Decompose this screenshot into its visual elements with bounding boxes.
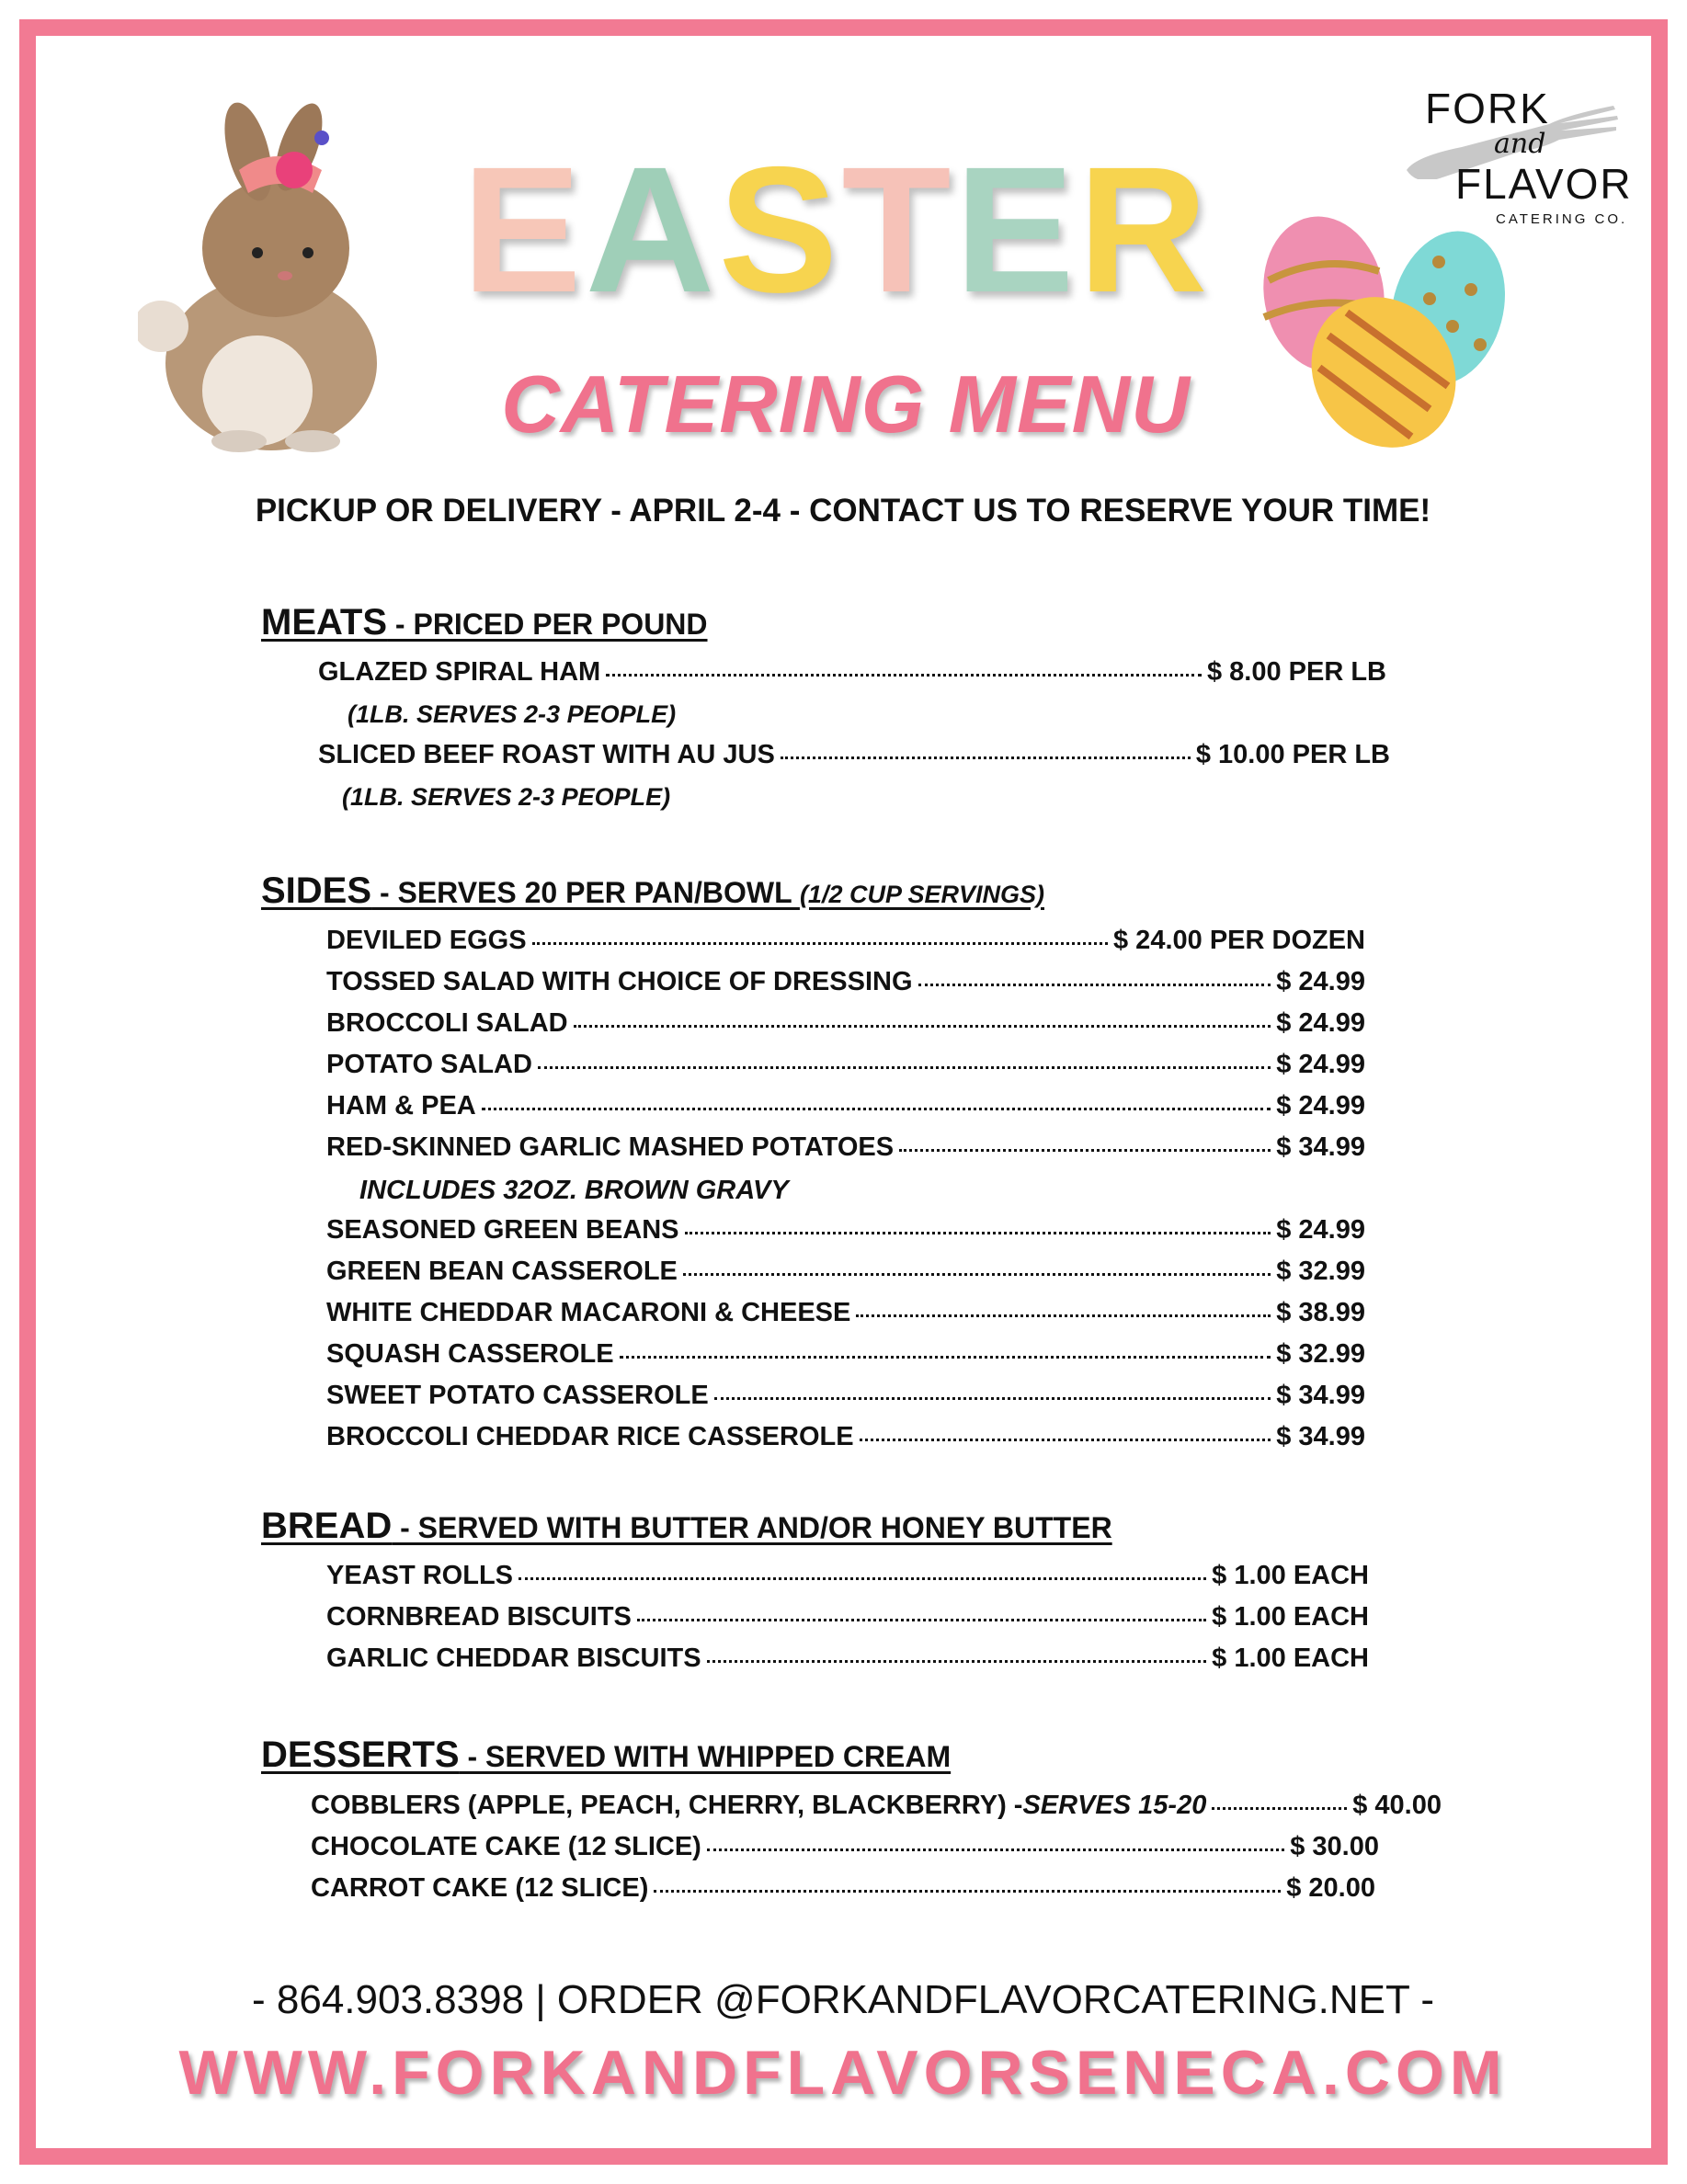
item-name: GARLIC CHEDDAR BISCUITS	[326, 1644, 701, 1673]
menu-item	[326, 1050, 1365, 1080]
item-price: $ 32.99	[1276, 1257, 1365, 1286]
meats-subtitle: - PRICED PER POUND	[387, 608, 708, 641]
item-note: (1LB. SERVES 2-3 PEOPLE)	[342, 783, 671, 811]
item-price: $ 24.99	[1276, 1050, 1365, 1079]
item-name: SWEET POTATO CASSEROLE	[326, 1381, 709, 1410]
item-note: (1LB. SERVES 2-3 PEOPLE)	[348, 700, 677, 728]
menu-item	[326, 1561, 1369, 1591]
item-price: $ 20.00	[1286, 1873, 1375, 1903]
catering-menu-subtitle: CATERING MENU	[501, 358, 1191, 449]
bread-header	[261, 1506, 1112, 1547]
logo-catering-co: CATERING CO.	[1496, 211, 1628, 227]
logo-flavor: FLAVOR	[1455, 160, 1633, 208]
item-name: DEVILED EGGS	[326, 926, 527, 955]
bread-subtitle: - SERVED WITH BUTTER AND/OR HONEY BUTTER	[392, 1511, 1112, 1544]
menu-item	[326, 1298, 1365, 1328]
meats-title: MEATS	[261, 602, 388, 643]
easter-title	[432, 130, 1241, 330]
bread-title: BREAD	[261, 1506, 393, 1546]
website-link[interactable]: WWW.FORKANDFLAVORSENECA.COM	[178, 2038, 1508, 2108]
item-name: SLICED BEEF ROAST WITH AU JUS	[318, 740, 775, 769]
item-price: $ 40.00	[1352, 1791, 1442, 1820]
item-name: GREEN BEAN CASSEROLE	[326, 1257, 678, 1286]
item-price: $ 34.99	[1276, 1132, 1365, 1162]
item-name: GLAZED SPIRAL HAM	[318, 657, 601, 687]
menu-item	[326, 926, 1365, 956]
item-serves: SERVES 15-20	[1022, 1791, 1207, 1820]
item-name: SQUASH CASSEROLE	[326, 1339, 614, 1369]
item-price: $ 38.99	[1276, 1298, 1365, 1327]
title-letter: S	[718, 130, 842, 330]
sides-title: SIDES	[261, 870, 372, 911]
menu-item	[326, 1091, 1365, 1121]
item-price: $ 10.00 PER LB	[1195, 740, 1390, 769]
desserts-subtitle: - SERVED WITH WHIPPED CREAM	[459, 1740, 952, 1773]
menu-item	[311, 1832, 1379, 1862]
item-price: $ 34.99	[1276, 1381, 1365, 1410]
item-name: WHITE CHEDDAR MACARONI & CHEESE	[326, 1298, 851, 1327]
meats-header	[261, 602, 708, 643]
menu-item	[326, 1008, 1365, 1039]
item-name: CORNBREAD BISCUITS	[326, 1602, 632, 1632]
item-price: $ 24.99	[1276, 1008, 1365, 1038]
menu-item	[326, 1422, 1365, 1452]
menu-item	[326, 1339, 1365, 1370]
item-price: $ 24.99	[1276, 967, 1365, 996]
item-price: $ 30.00	[1290, 1832, 1379, 1861]
easter-eggs-illustration	[1255, 198, 1517, 455]
item-name: BROCCOLI CHEDDAR RICE CASSEROLE	[326, 1422, 854, 1451]
item-price: $ 1.00 EACH	[1212, 1644, 1369, 1673]
title-letter: R	[1077, 130, 1212, 330]
item-name: COBBLERS (APPLE, PEACH, CHERRY, BLACKBERRY) -	[311, 1791, 1023, 1820]
tagline: PICKUP OR DELIVERY - APRIL 2-4 - CONTACT US TO RESERVE YOUR TIME!	[255, 493, 1431, 529]
sides-subtitle-italic: (1/2 CUP SERVINGS)	[799, 881, 1044, 908]
desserts-header	[261, 1735, 951, 1776]
menu-item	[318, 740, 1390, 770]
sides-subtitle: - SERVES 20 PER PAN/BOWL	[371, 876, 800, 909]
logo-and: and	[1494, 128, 1546, 160]
contact-line: - 864.903.8398 | ORDER @FORKANDFLAVORCATERING.NET -	[252, 1977, 1434, 2022]
item-name: YEAST ROLLS	[326, 1561, 514, 1590]
item-name: RED-SKINNED GARLIC MASHED POTATOES	[326, 1132, 895, 1162]
item-price: $ 24.00 PER DOZEN	[1113, 926, 1365, 955]
title-letter: E	[462, 130, 586, 330]
menu-item	[326, 1602, 1369, 1632]
menu-item	[326, 967, 1365, 997]
item-price: $ 32.99	[1276, 1339, 1365, 1369]
item-name: HAM & PEA	[326, 1091, 476, 1120]
item-name: CARROT CAKE (12 SLICE)	[311, 1873, 649, 1903]
item-price: $ 24.99	[1276, 1215, 1365, 1245]
menu-item	[318, 657, 1386, 688]
menu-item	[326, 1257, 1365, 1287]
menu-item	[311, 1873, 1375, 1904]
menu-item	[326, 1644, 1369, 1674]
item-price: $ 24.99	[1276, 1091, 1365, 1120]
menu-item	[326, 1381, 1365, 1411]
item-price: $ 8.00 PER LB	[1206, 657, 1386, 687]
item-note: INCLUDES 32OZ. BROWN GRAVY	[359, 1176, 789, 1205]
item-name: TOSSED SALAD WITH CHOICE OF DRESSING	[326, 967, 913, 996]
fork-and-flavor-logo	[1402, 85, 1633, 234]
item-name: SEASONED GREEN BEANS	[326, 1215, 679, 1245]
menu-item	[311, 1791, 1442, 1821]
bunny-illustration	[138, 97, 409, 455]
desserts-title: DESSERTS	[261, 1735, 460, 1775]
menu-item	[326, 1215, 1365, 1246]
title-letter: A	[585, 130, 719, 330]
item-price: $ 34.99	[1276, 1422, 1365, 1451]
sides-header	[261, 870, 1044, 912]
item-price: $ 1.00 EACH	[1212, 1602, 1369, 1632]
item-price: $ 1.00 EACH	[1212, 1561, 1369, 1590]
item-name: CHOCOLATE CAKE (12 SLICE)	[311, 1832, 701, 1861]
title-letter: E	[954, 130, 1078, 330]
logo-fork: FORK	[1425, 85, 1550, 132]
menu-item	[326, 1132, 1365, 1163]
title-letter: T	[841, 130, 955, 330]
item-name: POTATO SALAD	[326, 1050, 532, 1079]
item-name: BROCCOLI SALAD	[326, 1008, 568, 1038]
